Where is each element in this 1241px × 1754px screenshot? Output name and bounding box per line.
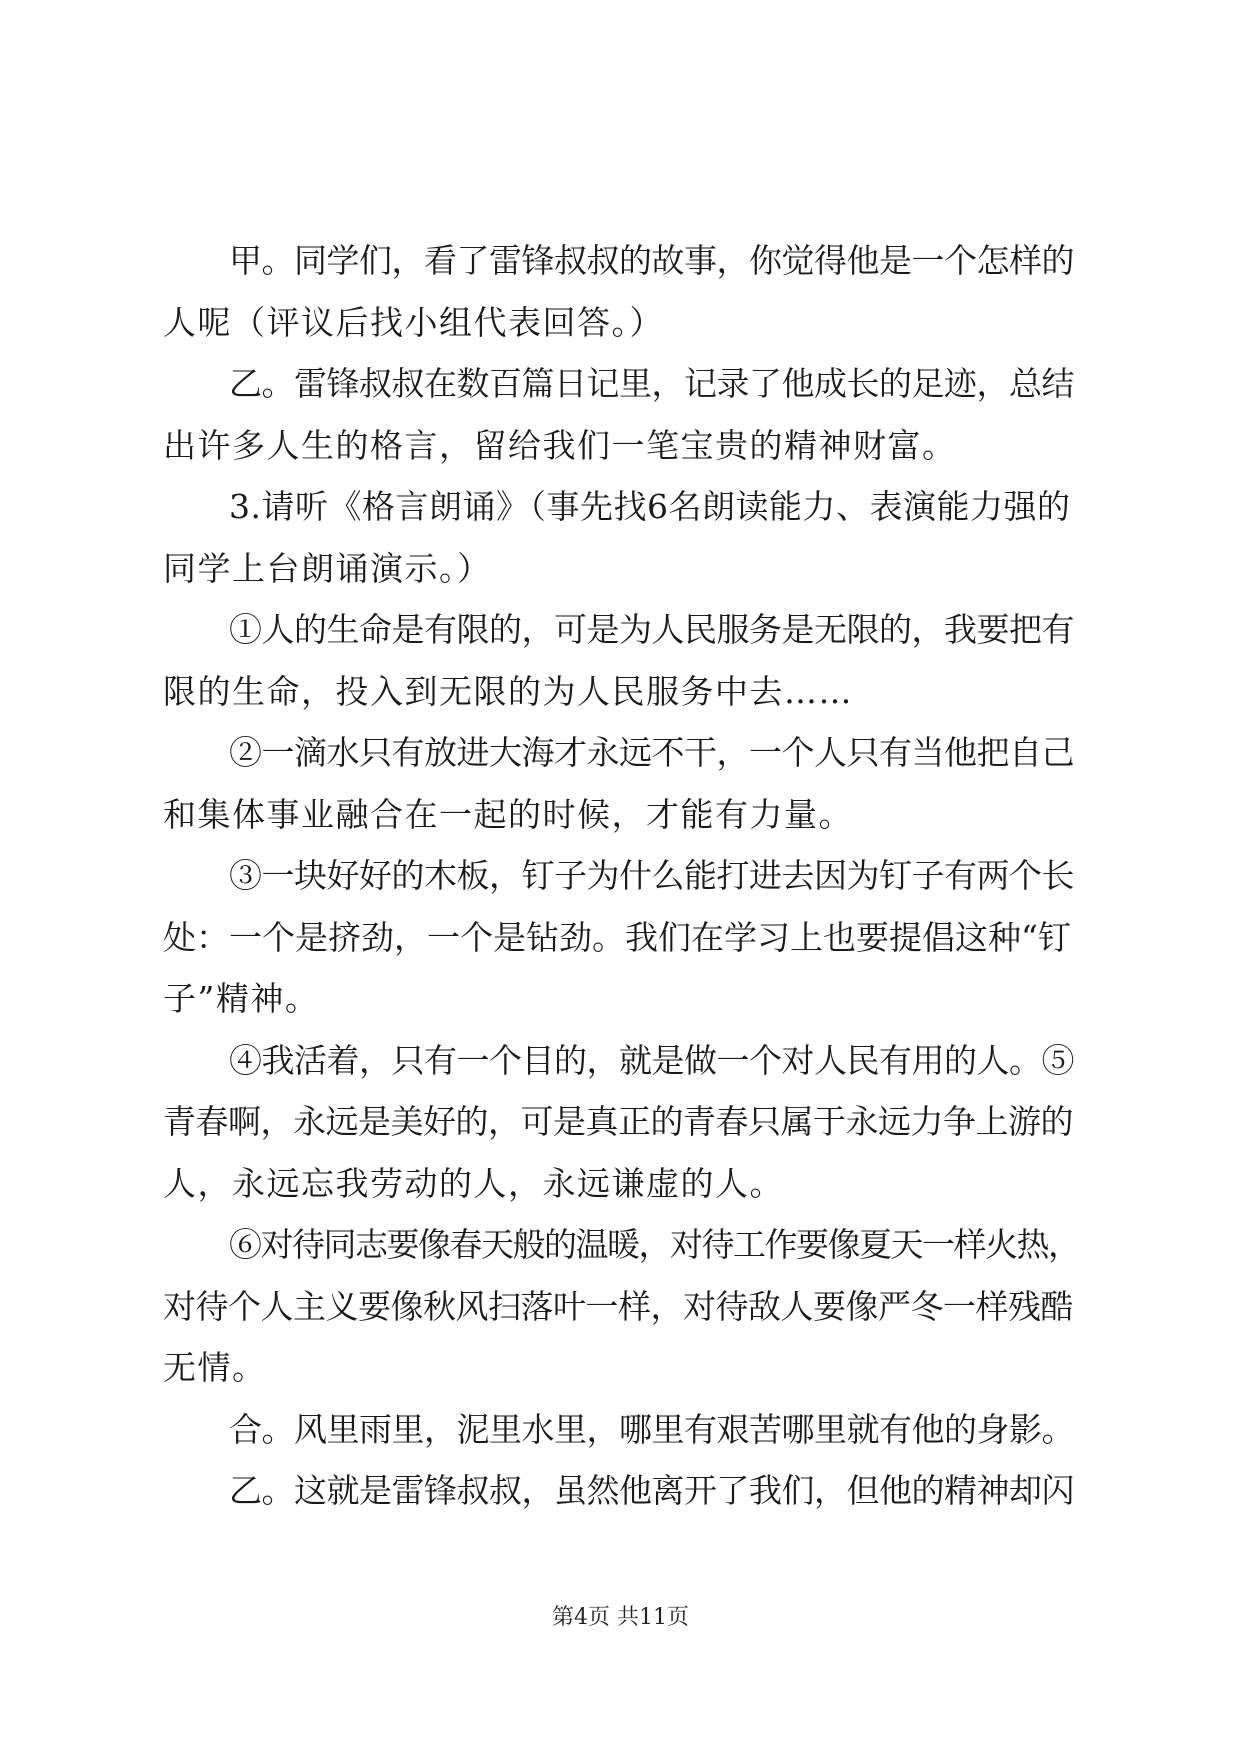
text-line: 人，永远忘我劳动的人，永远谦虚的人。 (163, 1163, 784, 1203)
text-line: 乙。雷锋叔叔在数百篇日记里，记录了他成长的足迹，总结 (229, 364, 1074, 403)
text-line: 青春啊，永远是美好的，可是真正的青春只属于永远力争上游的 (163, 1102, 1073, 1141)
text-line: ④我活着，只有一个目的，就是做一个对人民有用的人。⑤ (229, 1040, 1074, 1080)
text-line: ⑥对待同志要像春天般的温暖，对待工作要像夏天一样火热， (229, 1225, 1080, 1264)
text-line: 子”精神。 (163, 979, 320, 1018)
text-line: 无情。 (163, 1348, 267, 1387)
text-line: 限的生命，投入到无限的为人民服务中去…… (163, 671, 853, 711)
text-line: 和集体事业融合在一起的时候，才能有力量。 (163, 794, 853, 834)
text-line: 处：一个是挤劲，一个是钻劲。我们在学习上也要提倡这种“钉 (163, 917, 1071, 957)
text-line: 人呢（评议后找小组代表回答。） (163, 302, 664, 342)
text-line: 乙。这就是雷锋叔叔，虽然他离开了我们，但他的精神却闪 (229, 1471, 1074, 1510)
document-body (163, 230, 1083, 1522)
text-line: 同学上台朗诵演示。） (163, 548, 492, 588)
text-line: 3.请听《格言朗诵》（事先找6名朗读能力、表演能力强的 (229, 487, 1071, 526)
text-line: ①人的生命是有限的，可是为人民服务是无限的，我要把有 (229, 610, 1074, 649)
text-line: 合。风里雨里，泥里水里，哪里有艰苦哪里就有他的身影。 (229, 1409, 1074, 1449)
text-line: 对待个人主义要像秋风扫落叶一样，对待敌人要像严冬一样残酷 (163, 1286, 1073, 1326)
text-line: ②一滴水只有放进大海才永远不干，一个人只有当他把自己 (229, 733, 1074, 772)
text-line: 出许多人生的格言，留给我们一笔宝贵的精神财富。 (163, 425, 957, 465)
page-number-footer: 第4页 共11页 (552, 1605, 689, 1630)
text-line: 甲。同学们，看了雷锋叔叔的故事，你觉得他是一个怎样的 (229, 241, 1074, 280)
text-line: ③一块好好的木板，钉子为什么能打进去因为钉子有两个长 (229, 856, 1074, 895)
